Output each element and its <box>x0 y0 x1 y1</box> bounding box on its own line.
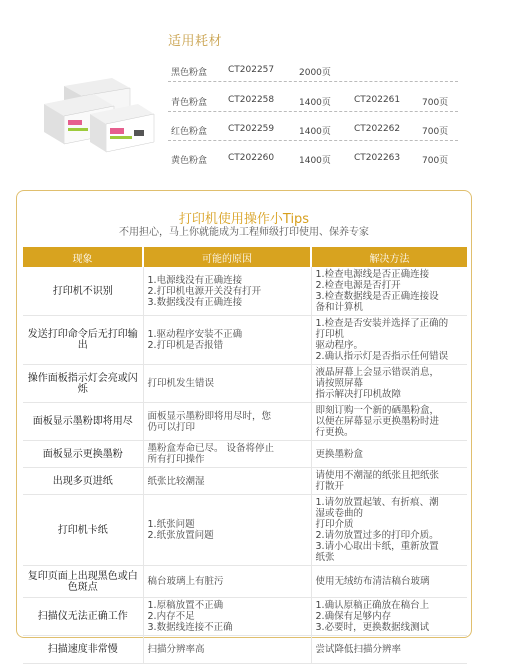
symptom-text: 出现多页进纸 <box>52 475 113 487</box>
cause-cell <box>143 267 311 316</box>
tips-title: 打印机使用操作小Tips <box>178 212 310 227</box>
solution-line: 1.检查电源线是否正确连接 <box>315 269 430 280</box>
solution-line: 2.确保有足够内存 <box>315 611 392 622</box>
symptom-text: 面板显示墨粉即将用尽 <box>32 416 133 427</box>
solution-cell <box>311 636 467 664</box>
symptom-text: 打印机卡纸 <box>57 524 108 536</box>
symptom-text: 扫描仪无法正确工作 <box>37 611 128 622</box>
table-row <box>23 598 467 636</box>
cause-line: 扫描分辨率高 <box>147 644 205 655</box>
solution-cell <box>311 468 467 495</box>
symptom-text: 面板显示更换墨粉 <box>42 448 123 460</box>
consumables-title: 适用耗材 <box>168 34 223 49</box>
cause-cell <box>143 636 311 664</box>
cause-cell <box>143 441 311 468</box>
consumable-pages: 1400页 <box>299 98 331 108</box>
cause-line: 2.纸张放置问题 <box>147 530 214 541</box>
solution-cell <box>311 316 467 365</box>
solution-line: 1.请勿放置起皱、有折痕、潮 <box>315 497 439 508</box>
cause-cell <box>143 598 311 636</box>
table-row <box>23 267 467 316</box>
cause-cell <box>143 566 311 598</box>
solution-line: 行更换。 <box>315 427 354 438</box>
solution-line: 1.确认原稿正确放在稿台上 <box>315 600 430 611</box>
solution-cell <box>311 441 467 468</box>
cause-line: 墨粉盒寿命已尽。 设备将停止 <box>147 443 275 454</box>
consumable-pages-alt: 700页 <box>422 156 449 166</box>
solution-line: 尝试降低扫描分辨率 <box>315 644 402 655</box>
consumable-pages-alt: 700页 <box>422 127 449 137</box>
solution-cell <box>311 495 467 566</box>
symptom-cell <box>23 403 143 441</box>
consumable-code-alt: CT202262 <box>354 124 401 134</box>
symptom-cell <box>23 468 143 495</box>
troubleshooting-table <box>23 247 467 664</box>
consumable-code: CT202259 <box>228 124 275 134</box>
cause-line: 仍可以打印 <box>147 421 196 433</box>
solution-line: 打印机 <box>315 329 345 340</box>
solution-cell <box>311 598 467 636</box>
cause-cell <box>143 365 311 403</box>
solution-line: 打散开 <box>315 481 345 492</box>
solution-line: 1.检查是否安装并选择了正确的 <box>315 318 449 329</box>
tips-subtitle: 不用担心，马上你就能成为工程师级打印使用、保养专家 <box>119 227 369 238</box>
cause-line: 1.纸张问题 <box>147 519 195 530</box>
consumable-code: CT202257 <box>228 65 275 75</box>
solution-line: 使用无绒纺布清洁稿台玻璃 <box>315 576 430 587</box>
symptom-cell <box>23 365 143 403</box>
cause-line: 面板显示墨粉即将用尽时，您 <box>147 410 272 422</box>
consumable-code: CT202258 <box>228 95 275 105</box>
table-row <box>23 495 467 566</box>
tips-panel <box>16 190 472 655</box>
solution-line: 3.请小心取出卡纸，重新放置 <box>315 541 439 552</box>
consumable-name: 红色粉盒 <box>171 127 208 137</box>
header-symptom: 现象 <box>23 247 143 267</box>
cause-line: 1.驱动程序安装不正确 <box>147 329 243 340</box>
solution-cell <box>311 365 467 403</box>
cause-line: 所有打印操作 <box>147 454 205 465</box>
header-solution: 解决方法 <box>311 247 467 267</box>
table-header-row <box>23 247 467 267</box>
symptom-cell <box>23 495 143 566</box>
symptom-text: 复印页面上出现黑色或白色斑点 <box>27 570 138 593</box>
cause-cell <box>143 403 311 441</box>
symptom-cell <box>23 636 143 664</box>
solution-line: 请按照屏幕 <box>315 378 364 389</box>
symptom-cell <box>23 441 143 468</box>
solution-line: 打印介质 <box>315 519 354 530</box>
consumable-pages-alt: 700页 <box>422 98 449 108</box>
solution-cell <box>311 267 467 316</box>
solution-line: 湿或卷曲的 <box>315 508 364 519</box>
solution-cell <box>311 403 467 441</box>
cause-line: 3.数据线没有正确连接 <box>147 296 243 308</box>
solution-line: 2.确认指示灯是否指示任何错误 <box>315 351 449 362</box>
table-row <box>23 403 467 441</box>
table-row <box>23 365 467 403</box>
consumable-code-alt: CT202261 <box>354 95 401 105</box>
consumable-code: CT202260 <box>228 153 275 163</box>
consumable-pages: 1400页 <box>299 127 331 137</box>
symptom-cell <box>23 316 143 365</box>
solution-line: 请使用不潮湿的纸张且把纸张 <box>315 470 440 481</box>
cause-line: 2.内存不足 <box>147 611 195 622</box>
solution-line: 指示解决打印机故障 <box>315 389 402 400</box>
table-row <box>23 636 467 664</box>
symptom-text: 发送打印命令后无打印输出 <box>27 329 138 351</box>
table-row <box>23 566 467 598</box>
solution-line: 即刻订购一个新的硒墨粉盒， <box>315 405 440 416</box>
symptom-text: 扫描速度非常慢 <box>47 644 118 655</box>
cause-line: 打印机发生错误 <box>147 378 215 389</box>
consumable-row-black <box>168 65 458 79</box>
consumable-name: 青色粉盒 <box>171 98 208 108</box>
cause-line: 2.打印机电源开关没有打开 <box>147 285 262 297</box>
solution-line: 更换墨粉盒 <box>315 448 364 460</box>
solution-line: 液晶屏幕上会显示错误消息， <box>315 367 440 378</box>
consumable-row-yellow <box>168 153 458 167</box>
cause-line: 稿台玻璃上有脏污 <box>147 576 224 587</box>
cause-cell <box>143 316 311 365</box>
cause-cell <box>143 495 311 566</box>
symptom-text: 打印机不识别 <box>52 285 113 297</box>
consumable-row-cyan <box>168 95 458 109</box>
symptom-cell <box>23 267 143 316</box>
solution-line: 3.检查数据线是否正确连接设 <box>315 291 439 302</box>
symptom-cell <box>23 598 143 636</box>
solution-line: 备和计算机 <box>315 302 364 313</box>
table-row <box>23 441 467 468</box>
toner-cartridges-image <box>34 74 156 156</box>
consumable-name: 黄色粉盒 <box>171 156 208 166</box>
table-row <box>23 468 467 495</box>
consumable-pages: 1400页 <box>299 156 331 166</box>
solution-line: 纸张 <box>315 552 335 563</box>
consumable-name: 黑色粉盒 <box>171 68 208 78</box>
cause-line: 1.原稿放置不正确 <box>147 600 224 611</box>
solution-line: 2.请勿放置过多的打印介质。 <box>315 530 439 541</box>
cause-line: 2.打印机是否报错 <box>147 340 224 351</box>
cause-cell <box>143 468 311 495</box>
symptom-text: 操作面板指示灯会亮或闪烁 <box>27 372 138 395</box>
solution-line: 2.检查电源是否打开 <box>315 280 401 291</box>
solution-line: 3.必要时，更换数据线测试 <box>315 622 430 633</box>
consumable-pages: 2000页 <box>299 68 331 78</box>
cause-line: 纸张比较潮湿 <box>147 475 205 487</box>
table-row <box>23 316 467 365</box>
cause-line: 3.数据线连接不正确 <box>147 622 233 633</box>
header-cause: 可能的原因 <box>143 247 311 267</box>
solution-cell <box>311 566 467 598</box>
solution-line: 以便在屏幕显示更换墨粉时进 <box>315 416 440 427</box>
consumable-row-magenta <box>168 124 458 138</box>
solution-line: 驱动程序。 <box>315 340 364 351</box>
consumable-code-alt: CT202263 <box>354 153 401 163</box>
cause-line: 1.电源线没有正确连接 <box>147 274 243 286</box>
symptom-cell <box>23 566 143 598</box>
